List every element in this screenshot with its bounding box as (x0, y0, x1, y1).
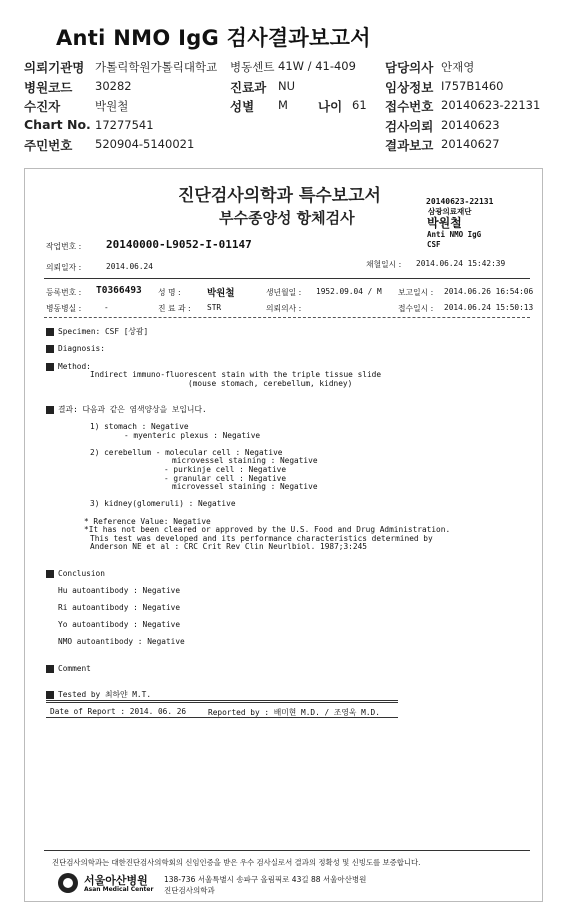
accession-label: 작업번호 : (46, 242, 82, 251)
hospital-code-label: 병원코드 (24, 80, 73, 95)
ward-label: 병동병실 : (46, 304, 82, 313)
bullet-square-icon (46, 691, 54, 699)
report-label: 결과보고 (385, 138, 434, 153)
ward-label: 병동센트 (230, 60, 275, 74)
result-heading: 결과: 다음과 같은 염색양상을 보입니다. (46, 404, 207, 415)
stamp-lab: 삼광의료재단 (428, 207, 472, 216)
request-value: 20140623 (441, 118, 500, 132)
fda-note: Anderson NE et al : CRC Crit Rev Clin Neurlbiol. 1987;3:245 (90, 542, 367, 551)
specimen-line: Specimen: CSF [상괌] (46, 326, 148, 337)
stamp-receipt: 20140623-22131 (426, 197, 494, 206)
collect-label: 채혈일시 : (366, 260, 402, 269)
request-date-label: 의뢰일자 : (46, 263, 82, 272)
result-line: - myenteric plexus : Negative (124, 431, 261, 440)
bullet-square-icon (46, 345, 54, 353)
hospital-address: 138-736 서울특별시 송파구 올림픽로 43길 88 서울아산병원 (164, 875, 367, 884)
stamp-name: 박원철 (427, 216, 462, 230)
date-of-report: Date of Report : 2014. 06. 26 (50, 707, 187, 716)
name-label: 성 명 : (158, 288, 181, 297)
bullet-square-icon (46, 363, 54, 371)
department-name: 진단검사의학과 (164, 886, 215, 895)
divider (44, 850, 530, 851)
age-value: 61 (352, 98, 367, 112)
report-value: 20140627 (441, 137, 500, 151)
fda-note: *It has not been cleared or approved by the U.S. Food and Drug Administration. (84, 525, 451, 534)
receipt-time-label: 접수일시 : (398, 304, 434, 313)
request-date-value: 2014.06.24 (106, 262, 153, 271)
dob-label: 생년월일 : (266, 288, 302, 297)
result-line: - purkinje cell : Negative (164, 465, 287, 474)
hospital-name: 서울아산병원 (84, 874, 148, 887)
divider (44, 317, 530, 318)
result-line: - granular cell : Negative (164, 474, 287, 483)
recipient-value: 박원철 (95, 99, 129, 113)
tested-by: Tested by 최하얀 M.T. (46, 689, 151, 700)
conclusion-line: NMO autoantibody : Negative (58, 637, 185, 646)
comment-heading: Comment (46, 664, 91, 673)
dept-value: STR (207, 303, 222, 312)
divider (44, 278, 530, 279)
rrn-label: 주민번호 (24, 138, 73, 153)
conclusion-heading: Conclusion (46, 569, 105, 578)
result-line: 3) kidney(glomeruli) : Negative (90, 499, 236, 508)
dept-label: 진 료 과 : (158, 304, 191, 313)
chart-value: 17277541 (95, 118, 154, 132)
bullet-square-icon (46, 406, 54, 414)
conclusion-line: Hu autoantibody : Negative (58, 586, 181, 595)
rrn-value: 520904-5140021 (95, 137, 195, 151)
reported-by: Reported by : 배미현 M.D. / 조영욱 M.D. (208, 708, 380, 717)
divider (46, 702, 398, 703)
accession-value: 20140000-L9052-I-01147 (106, 238, 252, 251)
age-label: 나이 (318, 99, 343, 114)
divider (46, 717, 398, 718)
asan-medical-center-logo-icon (58, 873, 78, 893)
ward-value: 41W / 41-409 (278, 59, 356, 73)
hospital-code-value: 30282 (95, 79, 132, 93)
page-title: Anti NMO IgG 검사결과보고서 (56, 26, 371, 50)
divider (46, 700, 398, 701)
report-time-value: 2014.06.26 16:54:06 (444, 287, 534, 296)
dob-value: 1952.09.04 / M (316, 287, 382, 296)
reg-label: 등록번호 : (46, 288, 82, 297)
method-detail: (mouse stomach, cerebellum, kidney) (188, 379, 353, 388)
name-value: 박원철 (207, 288, 235, 299)
result-line: 2) cerebellum - molecular cell : Negative (90, 448, 283, 457)
collect-value: 2014.06.24 15:42:39 (416, 259, 506, 268)
result-line: 1) stomach : Negative (90, 422, 189, 431)
fda-note: This test was developed and its performance characteristics determined by (90, 534, 433, 543)
receipt-label: 접수번호 (385, 99, 434, 114)
reference-value: * Reference Value: Negative (84, 517, 211, 526)
certification-note: 진단검사의학과는 대한진단검사의학회의 신임인증을 받은 우수 검사실로서 결과의 정확성 및 신빙도를 보증합니다. (52, 858, 421, 867)
result-line: microvessel staining : Negative (172, 456, 318, 465)
method-line: Method: (46, 362, 91, 371)
request-label: 검사의뢰 (385, 119, 434, 134)
stamp-test: Anti NMO IgG (427, 230, 482, 239)
report-time-label: 보고일시 : (398, 288, 434, 297)
recipient-label: 수진자 (24, 99, 61, 114)
conclusion-line: Yo autoantibody : Negative (58, 620, 181, 629)
doctor-value: 안재영 (441, 60, 475, 74)
dept-value: NU (278, 79, 296, 93)
stamp-specimen: CSF (427, 240, 441, 249)
conclusion-line: Ri autoantibody : Negative (58, 603, 181, 612)
clinical-value: I757B1460 (441, 79, 504, 93)
diagnosis-line: Diagnosis: (46, 344, 105, 353)
sex-value: M (278, 98, 288, 112)
institution-label: 의뢰기관명 (24, 60, 85, 75)
ward-value: - (104, 303, 109, 312)
bullet-square-icon (46, 570, 54, 578)
chart-label: Chart No. (24, 117, 91, 132)
bullet-square-icon (46, 665, 54, 673)
hospital-name-en: Asan Medical Center (84, 886, 154, 893)
sheet-subheading: 부수종양성 항체검사 (219, 209, 355, 227)
sheet-heading: 진단검사의학과 특수보고서 (178, 186, 381, 206)
reg-value: T0366493 (96, 285, 142, 296)
result-line: microvessel staining : Negative (172, 482, 318, 491)
receipt-value: 20140623-22131 (441, 98, 541, 112)
physician-label: 의뢰의사 : (266, 304, 302, 313)
receipt-time-value: 2014.06.24 15:50:13 (444, 303, 534, 312)
clinical-label: 임상정보 (385, 80, 434, 95)
institution-value: 가톨릭학원가톨릭대학교 (95, 60, 218, 74)
method-detail: Indirect immuno-fluorescent stain with the triple tissue slide (90, 370, 382, 379)
bullet-square-icon (46, 328, 54, 336)
dept-label: 진료과 (230, 80, 267, 95)
doctor-label: 담당의사 (385, 60, 434, 75)
sex-label: 성별 (230, 99, 255, 114)
